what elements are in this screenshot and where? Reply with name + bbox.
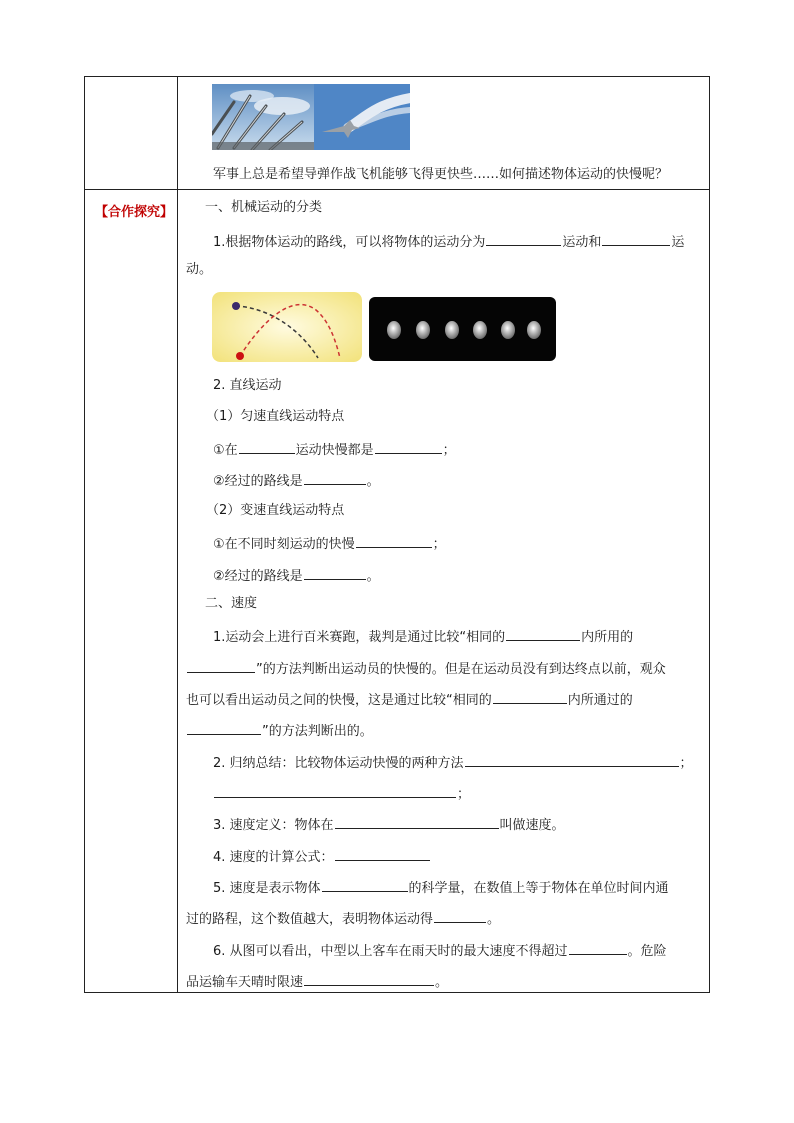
q2-1a-blank-2[interactable]: [375, 440, 442, 454]
p2-text-c: ；: [457, 787, 471, 802]
p1-line2: [186, 659, 666, 678]
p5-line1: [213, 878, 669, 897]
missiles-image: [212, 84, 314, 150]
q2-2b-blank[interactable]: [304, 566, 366, 580]
row-divider: [85, 189, 709, 190]
intro-text: 军事上总是希望导弹作战飞机能够飞得更快些……如何描述物体运动的快慢呢？: [213, 167, 669, 182]
p2-text-b: ；: [679, 756, 693, 771]
section2-heading: 二、速度: [205, 596, 258, 611]
section-label-cooperative-inquiry: 【合作探究】: [95, 205, 174, 220]
p1-blank-4[interactable]: [187, 721, 261, 735]
column-divider: [177, 77, 178, 992]
p5-blank-1[interactable]: [322, 878, 408, 892]
p1-blank-1[interactable]: [506, 627, 580, 641]
straight-line-motion-image: [369, 297, 556, 361]
p4-line: [213, 847, 431, 866]
p1-line1: [213, 627, 633, 646]
p1-line3: [186, 690, 633, 709]
q2-1b-text-b: 。: [366, 474, 380, 489]
q2-1b: [213, 471, 380, 490]
p6-text-c: 品运输车天晴时限速: [186, 975, 304, 990]
p3-text-b: 叫做速度。: [499, 818, 565, 833]
p4-blank[interactable]: [335, 847, 430, 861]
p1-text-b: 内所用的: [581, 630, 634, 645]
q2-2a-text-a: ①在不同时刻运动的快慢: [213, 537, 355, 552]
p2-text-a: 2. 归纳总结：比较物体运动快慢的两种方法: [213, 756, 464, 771]
q2-2-title: （2）变速直线运动特点: [206, 503, 345, 518]
p1-text-d: 也可以看出运动员之间的快慢，这是通过比较“相同的: [186, 693, 492, 708]
curved-path-image: [212, 292, 362, 362]
p2-line1: [213, 753, 693, 772]
q2-2b: [213, 566, 380, 585]
q1-line2: 动。: [186, 262, 213, 277]
q1-text-b: 运动和: [562, 235, 602, 250]
p6-text-a: 6. 从图可以看出，中型以上客车在雨天时的最大速度不得超过: [213, 944, 568, 959]
section1-heading: 一、机械运动的分类: [205, 200, 323, 215]
q2-1a-text-c: ；: [442, 443, 456, 458]
p1-text-c: ”的方法判断出运动员的快慢的。但是在运动员没有到达终点以前，观众: [256, 662, 666, 677]
q2-2b-text-a: ②经过的路线是: [213, 569, 303, 584]
p1-blank-2[interactable]: [187, 659, 255, 673]
p2-line2: [213, 784, 470, 803]
p5-blank-2[interactable]: [434, 909, 486, 923]
q1-blank-2[interactable]: [602, 232, 670, 246]
q2-1-title: （1）匀速直线运动特点: [206, 409, 345, 424]
p6-blank-1[interactable]: [569, 941, 627, 955]
p6-blank-2[interactable]: [304, 972, 434, 986]
q2-2b-text-b: 。: [366, 569, 380, 584]
p5-line2: [186, 909, 500, 928]
q2-title: 2. 直线运动: [213, 378, 282, 393]
p5-text-c: 过的路程，这个数值越大，表明物体运动得: [186, 912, 434, 927]
p1-line4: [186, 721, 373, 740]
p6-text-b: 。危险: [627, 944, 667, 959]
q2-1a-text-b: 运动快慢都是: [295, 443, 374, 458]
q2-1b-blank[interactable]: [304, 471, 366, 485]
q1-text-a: 1.根据物体运动的路线，可以将物体的运动分为: [213, 235, 486, 250]
p6-line2: [186, 972, 448, 991]
p2-blank-1[interactable]: [465, 753, 679, 767]
q2-2a: [213, 534, 446, 553]
q2-1a-blank-1[interactable]: [239, 440, 295, 454]
p1-text-e: 内所通过的: [567, 693, 633, 708]
p5-text-b: 的科学量，在数值上等于物体在单位时间内通: [408, 881, 669, 896]
jet-fighter-image: [314, 84, 410, 150]
q2-2a-text-b: ；: [432, 537, 446, 552]
p5-text-a: 5. 速度是表示物体: [213, 881, 321, 896]
p1-text-a: 1.运动会上进行百米赛跑，裁判是通过比较“相同的: [213, 630, 506, 645]
q2-1a: [213, 440, 456, 459]
p3-line: [213, 815, 565, 834]
p5-text-d: 。: [487, 912, 501, 927]
p6-line1: [213, 941, 667, 960]
p6-text-d: 。: [435, 975, 449, 990]
p1-blank-3[interactable]: [493, 690, 567, 704]
p3-text-a: 3. 速度定义：物体在: [213, 818, 334, 833]
p1-text-f: ”的方法判断出的。: [262, 724, 373, 739]
p2-blank-2[interactable]: [214, 784, 456, 798]
q1-blank-1[interactable]: [486, 232, 561, 246]
q2-1b-text-a: ②经过的路线是: [213, 474, 303, 489]
p4-text-a: 4. 速度的计算公式：: [213, 850, 334, 865]
p3-blank[interactable]: [335, 815, 499, 829]
q2-1a-text-a: ①在: [213, 443, 238, 458]
q1-line1: [213, 232, 684, 251]
q1-text-c: 运: [671, 235, 685, 250]
q2-2a-blank[interactable]: [356, 534, 432, 548]
